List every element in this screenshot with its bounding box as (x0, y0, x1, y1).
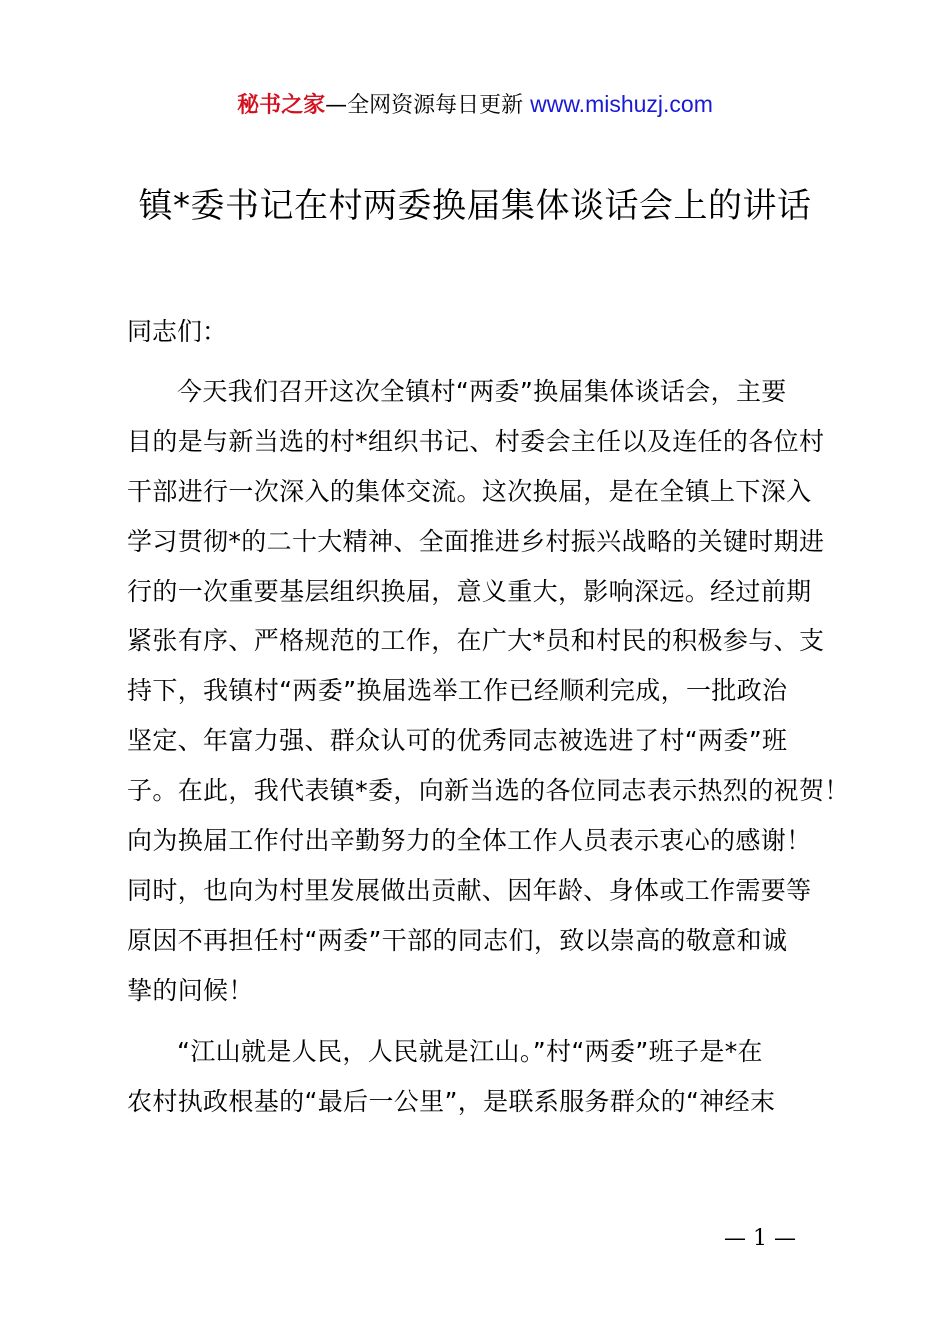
paragraph-line: 同时，也向为村里发展做出贡献、因年龄、身体或工作需要等 (127, 875, 812, 905)
page-number: — 1 — (724, 1226, 796, 1251)
paragraph-line: 紧张有序、严格规范的工作，在广大*员和村民的积极参与、支 (127, 626, 825, 656)
paragraph-line: 学习贯彻*的二十大精神、全面推进乡村振兴战略的关键时期进 (127, 526, 825, 556)
paragraph-1 (127, 367, 850, 1016)
paragraph-line: 干部进行一次深入的集体交流。这次换届，是在全镇上下深入 (127, 476, 812, 506)
paragraph-line: 目的是与新当选的村*组织书记、村委会主任以及连任的各位村 (127, 426, 825, 456)
paragraph-line: 子。在此，我代表镇*委，向新当选的各位同志表示热烈的祝贺！ (127, 776, 850, 806)
brand-name: 秘书之家 (237, 93, 326, 118)
site-url-link[interactable]: www.mishuzj.com (530, 91, 713, 117)
slogan: —全网资源每日更新 (325, 93, 524, 118)
paragraph-line: 持下，我镇村“两委”换届选举工作已经顺利完成，一批政治 (127, 676, 788, 706)
paragraph-line: 原因不再担任村“两委”干部的同志们，致以崇高的敬意和诚 (127, 925, 788, 955)
paragraph-2 (127, 1027, 837, 1127)
paragraph-line: 挚的问候！ (127, 975, 254, 1005)
paragraph-line: 行的一次重要基层组织换届，意义重大，影响深远。经过前期 (127, 576, 812, 606)
paragraph-line: 今天我们召开这次全镇村“两委”换届集体谈话会，主要 (177, 377, 787, 406)
paragraph-line: 农村执政根基的“最后一公里”，是联系服务群众的“神经末 (127, 1086, 776, 1116)
paragraph-line: 向为换届工作付出辛勤努力的全体工作人员表示衷心的感谢！ (127, 826, 812, 856)
paragraph-line: “江山就是人民，人民就是江山。”村“两委”班子是*在 (177, 1037, 763, 1066)
greeting: 同志们： (127, 317, 228, 346)
paragraph-line: 坚定、年富力强、群众认可的优秀同志被选进了村“两委”班 (127, 726, 788, 756)
document-title: 镇*委书记在村两委换届集体谈话会上的讲话 (138, 186, 812, 226)
site-header (0, 86, 950, 124)
